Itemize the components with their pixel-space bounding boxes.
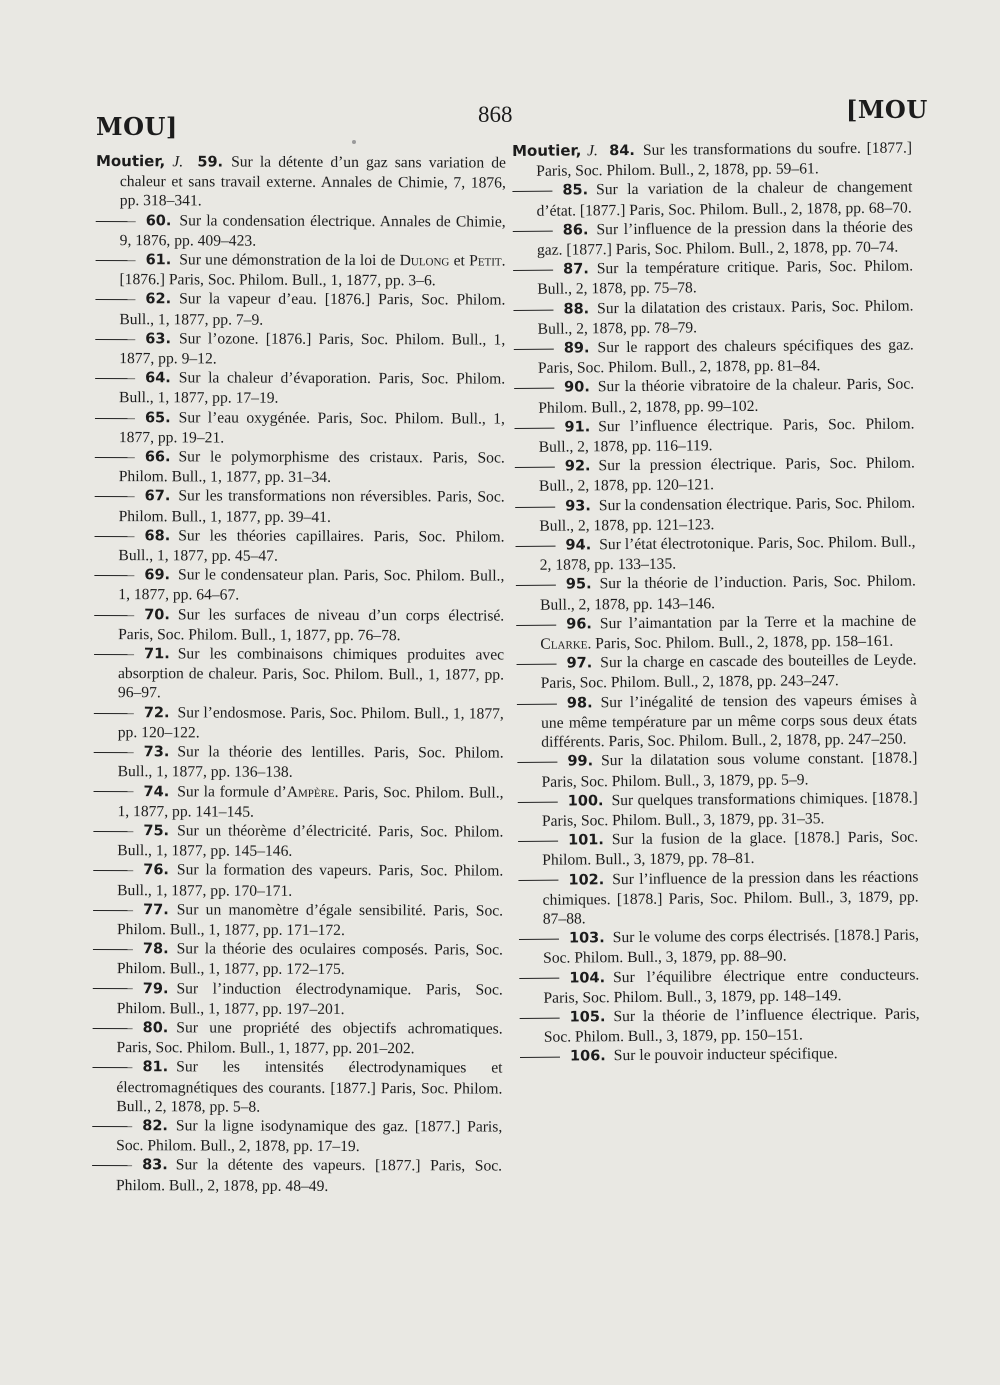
entry-text: . Paris, Soc. Philom. Bull., 1, 1877, pp. 141–145. [117,783,504,821]
ditto-dash [93,831,133,832]
entry-number: 95. [565,576,592,594]
entry-number: 71. [144,646,170,663]
entry-number: 85. [562,182,589,199]
ditto-dash [518,841,558,842]
person-name: Clarke [540,635,588,653]
entry-text: Sur l’aimantation par la Terre et la machine de [599,612,917,633]
ditto-dash [519,978,559,979]
entry-text: Sur la température critique. Paris, Soc. Philom. Bull., 2, 1878, pp. 75–78. [537,257,914,299]
entry-text: Sur la fusion de la glace. [1878.] Paris, Soc. Philom. Bull., 3, 1879, pp. 78–81. [542,828,919,870]
entry-number: 102. [568,871,605,889]
entry-text: Sur les transformations non réversibles. Paris, Soc. Philom. Bull., 1, 1877, pp. 39–41. [118,487,505,526]
catalogue-entry [516,572,916,615]
catalogue-entry [94,605,504,646]
entry-number: 87. [563,261,589,278]
entry-number: 88. [563,300,590,318]
catalogue-entry [520,1004,920,1047]
ditto-dash [512,191,552,192]
entry-text: Sur le rapport des chaleurs spécifiques des gaz. Paris, Soc. Philom. Bull., 2, 1878, pp. 81–84. [537,336,914,378]
entry-text: Sur le polymorphisme des cristaux. Paris, Soc. Philom. Bull., 1, 1877, pp. 31–34. [118,448,505,487]
ditto-dash [513,309,553,310]
ditto-dash [516,585,556,586]
entry-number: 82. [142,1118,168,1135]
catalogue-entry [516,651,916,694]
entry-number: 77. [143,901,169,919]
entry-number: 66. [144,449,171,466]
catalogue-entry [94,742,504,783]
entry-text: Sur un théorème d’électricité. Paris, Soc. Philom. Bull., 1, 1877, pp. 145–146. [117,822,504,860]
right-column [512,139,920,1068]
catalogue-entry [95,486,505,527]
entry-number: 94. [565,537,592,554]
entry-number: 68. [144,528,171,545]
person-name: Ampère [286,783,335,801]
catalogue-entry [518,788,918,831]
ditto-dash [520,1017,560,1018]
entry-text: Sur la théorie des oculaires composés. Paris, Soc. Philom. Bull., 1, 1877, pp. 172–175. [116,940,503,979]
entry-number: 62. [145,291,172,308]
ditto-dash [514,388,554,389]
ditto-dash [93,1028,133,1029]
ditto-dash [93,988,133,989]
entry-number: 99. [567,753,594,770]
entry-number: 97. [566,655,593,672]
entry-text: Sur l’influence électrique. Paris, Soc. Philom. Bull., 2, 1878, pp. 116–119. [538,415,915,456]
catalogue-entry [93,979,503,1020]
entry-number: 70. [144,606,170,623]
entry-number: 61. [145,252,172,269]
ditto-dash [93,949,133,950]
entry-text: Sur les combinaisons chimiques produites avec absorption de chaleur. Paris, Soc. Philom. Bull., 1, 1877, pp. 96–97. [117,645,505,702]
entry-number: 93. [565,497,591,515]
ditto-dash [95,496,135,497]
entry-number: 106. [569,1048,606,1065]
ditto-dash [517,664,557,665]
catalogue-entry [92,1116,502,1157]
catalogue-entry [515,493,915,536]
author-name: Moutier, [95,152,166,171]
entry-text: Sur une démonstration de la loi de [179,251,400,270]
entry-number: 91. [564,419,591,436]
ditto-dash [515,467,555,468]
entry-number: 101. [568,832,604,849]
entry-text: Sur l’eau oxygénée. Paris, Soc. Philom. Bull., 1, 1877, pp. 19–21. [118,408,506,447]
entry-text: Sur la condensation électrique. Annales de Chimie, 9, 1876, pp. 409–423. [119,211,506,250]
entry-number: 104. [569,969,606,987]
entry-number: 84. [609,142,635,160]
catalogue-entry [515,533,915,576]
ditto-dash [518,880,558,881]
entry-number: 81. [142,1059,169,1076]
ditto-dash [95,339,135,340]
entry-text: Sur la formation des vapeurs. Paris, Soc. Philom. Bull., 1, 1877, pp. 170–171. [117,861,504,900]
ditto-dash [513,230,553,231]
catalogue-entry [96,152,506,212]
catalogue-entry [95,447,505,488]
entry-text: Sur une propriété des objectifs achromatiques. Paris, Soc. Philom. Bull., 1, 1877, pp. 201–202. [116,1019,503,1058]
entry-text: Sur la théorie de l’influence électrique. Paris, Soc. Philom. Bull., 3, 1879, pp. 150–151. [543,1005,920,1046]
ditto-dash [516,546,556,547]
ditto-dash [94,752,134,753]
ditto-dash [95,418,135,419]
entry-text: Sur la variation de la chaleur de changement d’état. [1877.] Paris, Soc. Philom. Bull., 2, 1878, pp. 68–70. [536,178,913,220]
entry-text: Sur le pouvoir inducteur spécifique. [613,1045,838,1065]
entry-text: Sur les transformations du soufre. [1877.] Paris, Soc. Philom. Bull., 2, 1878, pp. 59–61. [536,139,913,180]
entry-number: 80. [142,1020,169,1037]
entry-number: 60. [145,212,172,229]
entry-number: 96. [566,616,592,633]
entry-number: 79. [142,980,169,997]
entry-text: Sur l’état électrotonique. Paris, Soc. Philom. Bull., 2, 1878, pp. 133–135. [539,533,916,575]
entry-number: 89. [563,340,590,357]
author-name: Moutier, [512,141,582,160]
entry-number: 98. [566,695,593,712]
ditto-dash [94,654,134,655]
ditto-dash [93,870,133,871]
catalogue-entry [513,257,913,300]
entry-text: et [449,252,470,270]
entry-number: 67. [144,488,171,505]
entry-text: Sur la charge en cascade des bouteilles de Leyde. Paris, Soc. Philom. Bull., 2, 1878, pp. 243–247. [540,651,917,693]
catalogue-entry [92,1155,502,1196]
entry-text: Sur un manomètre d’égale sensibilité. Paris, Soc. Philom. Bull., 1, 1877, pp. 171–172. [116,901,504,939]
catalogue-entry [512,178,912,221]
entry-number: 105. [569,1009,606,1026]
catalogue-entry [94,565,504,606]
running-head-right: [MOU [846,95,928,124]
ditto-dash [95,299,135,300]
catalogue-entry [519,965,919,1008]
entry-number: 75. [143,823,170,840]
entry-text: Sur l’induction électrodynamique. Paris, Soc. Philom. Bull., 1, 1877, pp. 197–201. [116,979,503,1018]
entry-number: 76. [143,862,169,879]
ditto-dash [518,801,558,802]
entry-number: 74. [143,783,170,800]
entry-text: . [1876.] Paris, Soc. Philom. Bull., 1, 1877, pp. 3–6. [119,252,506,290]
entry-text: Sur la dilatation sous volume constant. [1878.] Paris, Soc. Philom. Bull., 3, 1879, pp. 5–9. [541,749,918,791]
ditto-dash [92,1165,132,1166]
catalogue-entry [518,867,918,929]
entry-text: Sur l’endosmose. Paris, Soc. Philom. Bull., 1, 1877, pp. 120–122. [117,704,504,742]
entry-text: Sur le condensateur plan. Paris, Soc. Philom. Bull., 1, 1877, pp. 64–67. [118,566,505,605]
entry-text: Sur la détente des vapeurs. [1877.] Paris, Soc. Philom. Bull., 2, 1878, pp. 48–49. [116,1156,503,1195]
catalogue-entry [93,900,503,941]
entry-text: Sur la condensation électrique. Paris, Soc. Philom. Bull., 2, 1878, pp. 121–123. [539,494,916,535]
entry-number: 103. [568,930,605,947]
ditto-dash [513,270,553,271]
entry-text: Sur le volume des corps électrisés. [1878.] Paris, Soc. Philom. Bull., 3, 1879, pp. 88–90. [543,926,920,968]
entry-text: Sur la dilatation des cristaux. Paris, Soc. Philom. Bull., 2, 1878, pp. 78–79. [537,297,914,338]
ditto-dash [94,615,134,616]
entry-text: Sur les intensités électrodynamiques et électromagnétiques des courants. [1877.] Paris, Soc. Philom. Bull., 2, 1878, pp. 5–8. [116,1058,503,1116]
ditto-dash [92,1126,132,1127]
catalogue-entry [520,1044,920,1068]
entry-number: 72. [143,704,170,721]
entry-number: 92. [564,458,591,475]
catalogue-entry [93,860,503,901]
entry-text: Sur la formule d’ [177,782,287,801]
ditto-dash [96,260,136,261]
entry-text: Sur la théorie vibratoire de la chaleur. Paris, Soc. Philom. Bull., 2, 1878, pp. 99–102. [538,375,915,417]
catalogue-entry [519,926,919,969]
ditto-dash [92,1067,132,1068]
catalogue-entry [515,454,915,497]
entry-number: 90. [564,379,590,396]
entry-number: 83. [142,1157,168,1174]
ditto-dash [516,624,556,625]
entry-number: 78. [142,941,169,958]
catalogue-entry [516,611,916,654]
ditto-dash [94,713,134,714]
catalogue-entry [518,828,918,871]
entry-text: Sur les théories capillaires. Paris, Soc. Philom. Bull., 1, 1877, pp. 45–47. [118,527,505,565]
entry-text: Sur la théorie de l’induction. Paris, Soc. Philom. Bull., 2, 1878, pp. 143–146. [539,572,916,614]
ditto-dash [514,427,554,428]
catalogue-entry [514,336,914,379]
entry-number: 86. [562,222,589,239]
running-head-left: MOU] [96,112,178,141]
entry-text: Sur quelques transformations chimiques. [1878.] Paris, Soc. Philom. Bull., 3, 1879, pp. 31–35. [541,789,918,830]
entry-text: Sur la théorie des lentilles. Paris, Soc. Philom. Bull., 1, 1877, pp. 136–138. [117,743,504,782]
entry-number: 59. [197,154,224,171]
entry-text: Sur la détente d’un gaz sans variation de chaleur et sans travail externe. Annales de Chimie, 7, 1876, pp. 318–341. [119,153,506,210]
catalogue-entry [94,703,504,744]
ditto-dash [95,457,135,458]
entry-text: Sur l’équilibre électrique entre conducteurs. Paris, Soc. Philom. Bull., 3, 1879, pp. 148–149. [543,966,920,1007]
entry-text: Sur l’influence de la pression dans la théorie des gaz. [1877.] Paris, Soc. Philom. Bull., 2, 1878, pp. 70–74. [536,218,913,259]
ink-smudge [352,140,356,144]
person-name: Petit [469,252,502,270]
catalogue-entry [514,414,914,457]
catalogue-entry [517,690,917,752]
page-number: 868 [478,102,513,127]
catalogue-entry [513,296,913,339]
catalogue-entry [93,781,503,822]
catalogue-entry [95,329,505,370]
catalogue-entry [95,408,505,449]
catalogue-entry [93,821,503,862]
entry-text: Sur l’inégalité de tension des vapeurs émises à une même température par un même corps sous deux états différents. Paris, Soc. Philom. Bull., 2, 1878, pp. 247–250. [540,691,918,751]
ditto-dash [93,910,133,911]
author-initial: J. [172,153,184,171]
ditto-dash [514,349,554,350]
author-initial: J. [586,142,598,160]
entry-number: 73. [143,744,170,761]
entry-number: 64. [145,370,171,387]
entry-number: 100. [567,792,604,810]
person-name: Dulong [399,252,450,270]
catalogue-entry [514,375,914,418]
catalogue-entry [93,939,503,980]
catalogue-entry [517,749,917,792]
ditto-dash [515,506,555,507]
catalogue-entry [94,644,504,704]
ditto-dash [96,221,136,222]
entry-text: Sur les surfaces de niveau d’un corps électrisé. Paris, Soc. Philom. Bull., 1, 1877, pp. 76–78. [118,605,505,645]
entry-number: 65. [144,409,171,426]
catalogue-entry [512,139,912,182]
entry-text: Sur la ligne isodynamique des gaz. [1877.] Paris, Soc. Philom. Bull., 2, 1878, pp. 17–19. [116,1117,503,1156]
catalogue-entry [95,250,505,291]
entry-text: Sur l’ozone. [1876.] Paris, Soc. Philom. Bull., 1, 1877, pp. 9–12. [119,330,506,368]
ditto-dash [95,536,135,537]
entry-text: . Paris, Soc. Philom. Bull., 2, 1878, pp. 158–161. [587,632,894,653]
catalogue-entry [96,211,506,252]
ditto-dash [517,703,557,704]
catalogue-entry [513,217,913,260]
catalogue-entry [94,526,504,567]
ditto-dash [519,939,559,940]
ditto-dash [94,575,134,576]
entry-number: 63. [145,331,172,348]
ditto-dash [94,791,134,792]
ditto-dash [520,1057,560,1058]
catalogue-entry [95,368,505,409]
catalogue-entry [93,1018,503,1059]
ditto-dash [95,378,135,379]
entry-text: Sur la pression électrique. Paris, Soc. Philom. Bull., 2, 1878, pp. 120–121. [538,454,915,496]
catalogue-entry [92,1057,502,1117]
entry-text: Sur la vapeur d’eau. [1876.] Paris, Soc. Philom. Bull., 1, 1877, pp. 7–9. [119,290,506,329]
entry-text: Sur l’influence de la pression dans les réactions chimiques. [1878.] Paris, Soc. Philom. Bull., 3, 1879, pp. 87–88. [542,867,919,928]
catalogue-entry [95,289,505,330]
left-column [92,152,506,1196]
entry-text: Sur la chaleur d’évaporation. Paris, Soc. Philom. Bull., 1, 1877, pp. 17–19. [119,369,506,408]
entry-number: 69. [144,567,171,584]
ditto-dash [517,762,557,763]
